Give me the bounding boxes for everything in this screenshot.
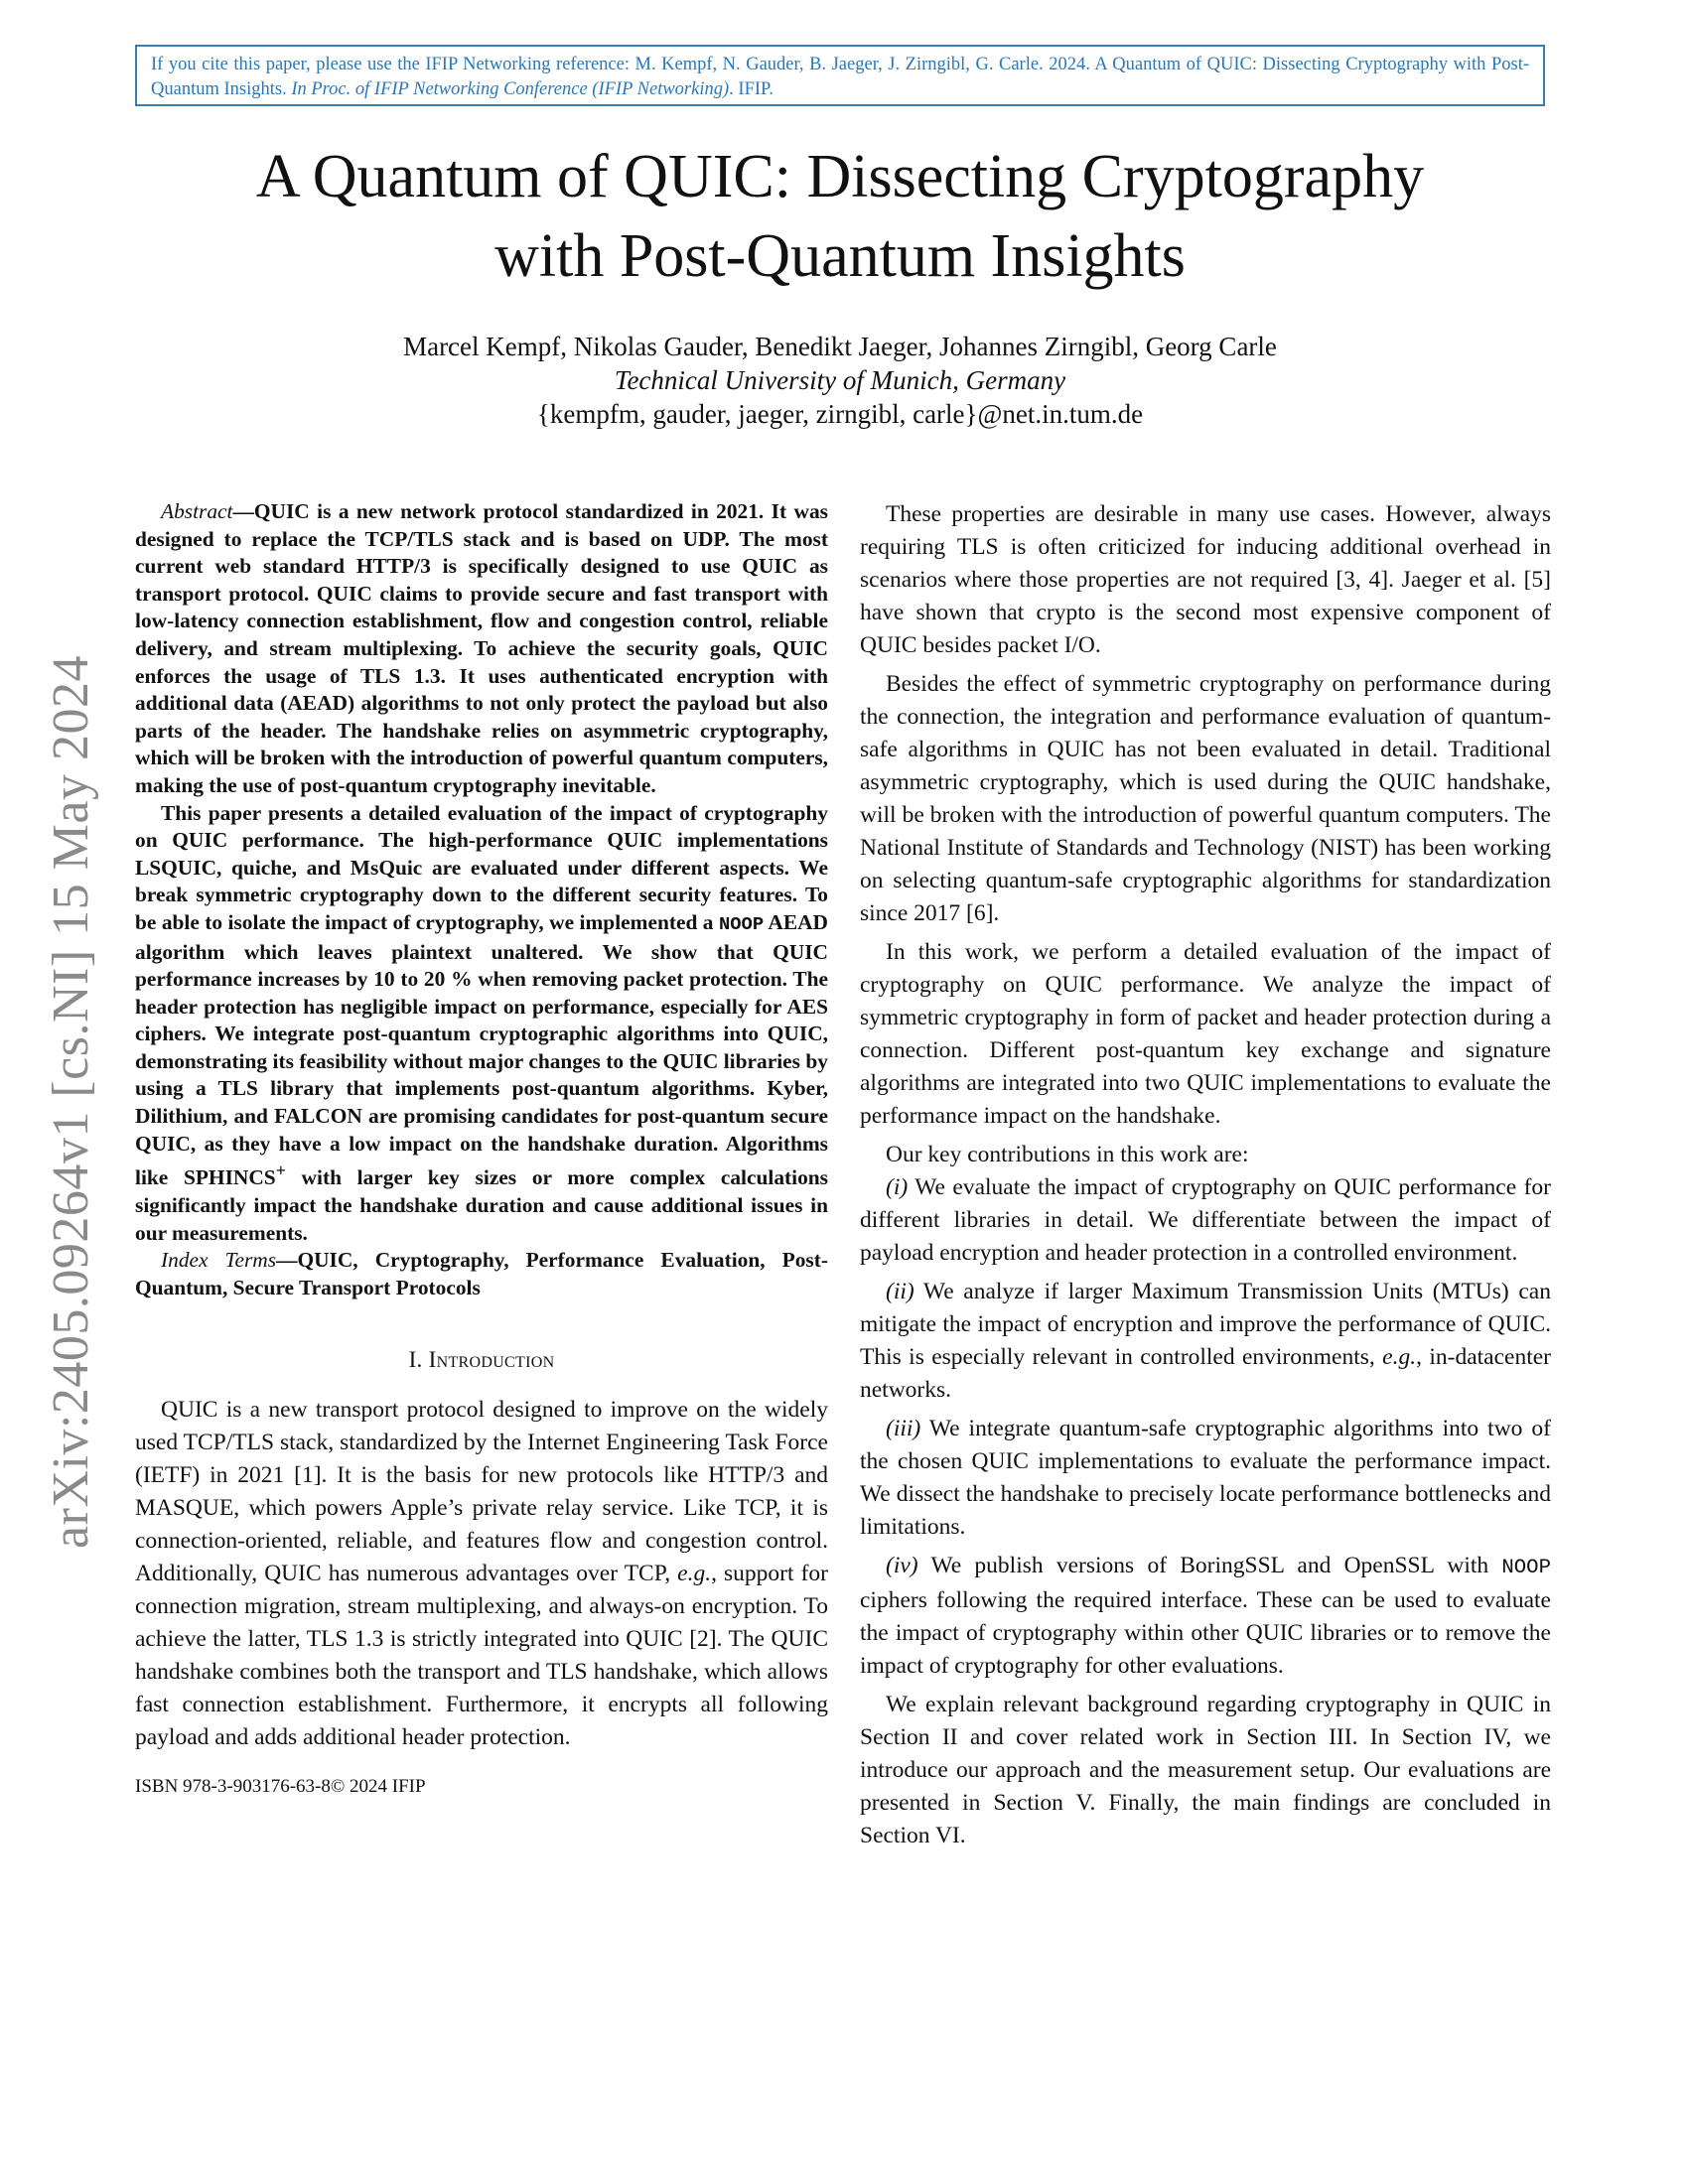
- noop-code: NOOP: [1501, 1557, 1551, 1579]
- title-line-2: with Post-Quantum Insights: [494, 222, 1186, 290]
- affiliation: Technical University of Munich, Germany: [614, 365, 1066, 395]
- left-column: [135, 498, 828, 1803]
- index-terms-label: Index Terms: [161, 1248, 277, 1273]
- title-line-1: A Quantum of QUIC: Dissecting Cryptography: [255, 143, 1425, 210]
- citation-text: If you cite this paper, please use the IFIP Networking reference: M. Kempf, N. Gauder, B. Jaeger, J. Zirngibl, G. Carle. 2024. A Quantum of QUIC: Dissecting Cryptography with Post-Quantum Insights.: [151, 55, 1529, 99]
- paragraph-contributions-intro: Our key contributions in this work are:: [886, 1142, 1249, 1167]
- paragraph-outline: We explain relevant background regarding cryptography in QUIC in Section II and cover related work in Section III. In Section IV, we introduce our approach and the measurement setup. Our evaluations are presented in Section V. Finally, the main findings are concluded in Section VI.: [860, 1692, 1551, 1848]
- section-heading-introduction: I. Introduction: [408, 1347, 555, 1373]
- paragraph-properties: These properties are desirable in many use cases. However, always requiring TLS is often criticized for inducing additional overhead in scenarios where those properties are not required [3, 4]. Jaeger et al. [5] have shown that crypto is the second most expensive component of QUIC besides packet I/O.: [860, 501, 1551, 658]
- arxiv-stamp: arXiv:2405.09264v1 [cs.NI] 15 May 2024: [43, 655, 99, 1549]
- citation-venue: In Proc. of IFIP Networking Conference (IFIP Networking): [291, 79, 730, 99]
- author-list: Marcel Kempf, Nikolas Gauder, Benedikt Jaeger, Johannes Zirngibl, Georg Carle: [403, 332, 1277, 361]
- citation-end: . IFIP.: [729, 79, 774, 99]
- noop-code: NOOP: [718, 912, 765, 935]
- introduction-body: [135, 1394, 828, 1754]
- paper-title: [135, 137, 1545, 296]
- contribution-1: (i) We evaluate the impact of cryptography on QUIC performance for different libraries in detail. We differentiate between the impact of payload encryption and header protection in a controlled environment.: [860, 1174, 1551, 1266]
- intro-paragraph-1: QUIC is a new transport protocol designed to improve on the widely used TCP/TLS stack, standardized by the Internet Engineering Task Force (IETF) in 2021 [1]. It is the basis for new protocols like HTTP/3 and MASQUE, which powers Apple’s private relay service. Like TCP, it is connection-oriented, reliable, and features flow and congestion control. Additionally, QUIC has numerous advantages over TCP, e.g., support for connection migration, stream multiplexing, and always-on encryption. To achieve the latter, TLS 1.3 is strictly integrated into QUIC [2]. The QUIC handshake combines both the transport and TLS handshake, which allows fast connection establishment. Furthermore, it encrypts all following payload and adds additional header protection.: [135, 1397, 828, 1751]
- paragraph-this-work: In this work, we perform a detailed evaluation of the impact of cryptography on QUIC performance. We analyze the impact of symmetric cryptography in form of packet and header protection during a connection. Different post-quantum key exchange and signature algorithms are integrated into two QUIC implementations to evaluate the performance impact on the handshake.: [860, 939, 1551, 1129]
- abstract: [135, 498, 828, 1301]
- email: {kempfm, gauder, jaeger, zirngibl, carle}@net.in.tum.de: [536, 399, 1144, 429]
- contribution-2: (ii) We analyze if larger Maximum Transmission Units (MTUs) can mitigate the impact of encryption and improve the performance of QUIC. This is especially relevant in controlled environments, e.g., in-datacenter networks.: [860, 1279, 1551, 1403]
- abstract-label: Abstract: [161, 499, 233, 523]
- author-block: [135, 330, 1545, 431]
- contribution-3: (iii) We integrate quantum-safe cryptographic algorithms into two of the chosen QUIC implementations to evaluate the performance impact. We dissect the handshake to precisely locate performance bottlenecks and limitations.: [860, 1416, 1551, 1540]
- right-column: [860, 498, 1551, 1852]
- isbn-footer: ISBN 978-3-903176-63-8© 2024 IFIP: [135, 1776, 426, 1798]
- index-terms: Index Terms—QUIC, Cryptography, Performance Evaluation, Post-Quantum, Secure Transport Protocols: [135, 1248, 828, 1299]
- abstract-paragraph-2: This paper presents a detailed evaluation of the impact of cryptography on QUIC performance. The high-performance QUIC implementations LSQUIC, quiche, and MsQuic are evaluated under different aspects. We break symmetric cryptography down to the different security features. To be able to isolate the impact of cryptography, we implemented a NOOP AEAD algorithm which leaves plaintext unaltered. We show that QUIC performance increases by 10 to 20 % when removing packet protection. The header protection has negligible impact on performance, especially for AES ciphers. We integrate post-quantum cryptographic algorithms into QUIC, demonstrating its feasibility without major changes to the QUIC libraries by using a TLS library that implements post-quantum algorithms. Kyber, Dilithium, and FALCON are promising candidates for post-quantum secure QUIC, as they have a low impact on the handshake duration. Algorithms like SPHINCS+ with larger key sizes or more complex calculations significantly impact the handshake duration and cause additional issues in our measurements.: [135, 800, 829, 1245]
- citation-notice: [135, 45, 1545, 106]
- abstract-paragraph-1: Abstract—QUIC is a new network protocol standardized in 2021. It was designed to replace the TCP/TLS stack and is based on UDP. The most current web standard HTTP/3 is specifically designed to use QUIC as transport protocol. QUIC claims to provide secure and fast transport with low-latency connection establishment, flow and congestion control, reliable delivery, and stream multiplexing. To achieve the security goals, QUIC enforces the usage of TLS 1.3. It uses authenticated encryption with additional data (AEAD) algorithms to not only protect the payload but also parts of the header. The handshake relies on asymmetric cryptography, which will be broken with the introduction of powerful quantum computers, making the use of post-quantum cryptography inevitable.: [135, 499, 828, 797]
- contribution-4: (iv) We publish versions of BoringSSL and OpenSSL with NOOP ciphers following the required interface. These can be used to evaluate the impact of cryptography within other QUIC libraries or to remove the impact of cryptography for other evaluations.: [860, 1553, 1551, 1679]
- paragraph-post-quantum: Besides the effect of symmetric cryptography on performance during the connection, the integration and performance evaluation of quantum-safe algorithms in QUIC has not been evaluated in detail. Traditional asymmetric cryptography, which is used during the QUIC handshake, will be broken with the introduction of powerful quantum computers. The National Institute of Standards and Technology (NIST) has been working on selecting quantum-safe cryptographic algorithms for standardization since 2017 [6].: [860, 671, 1551, 926]
